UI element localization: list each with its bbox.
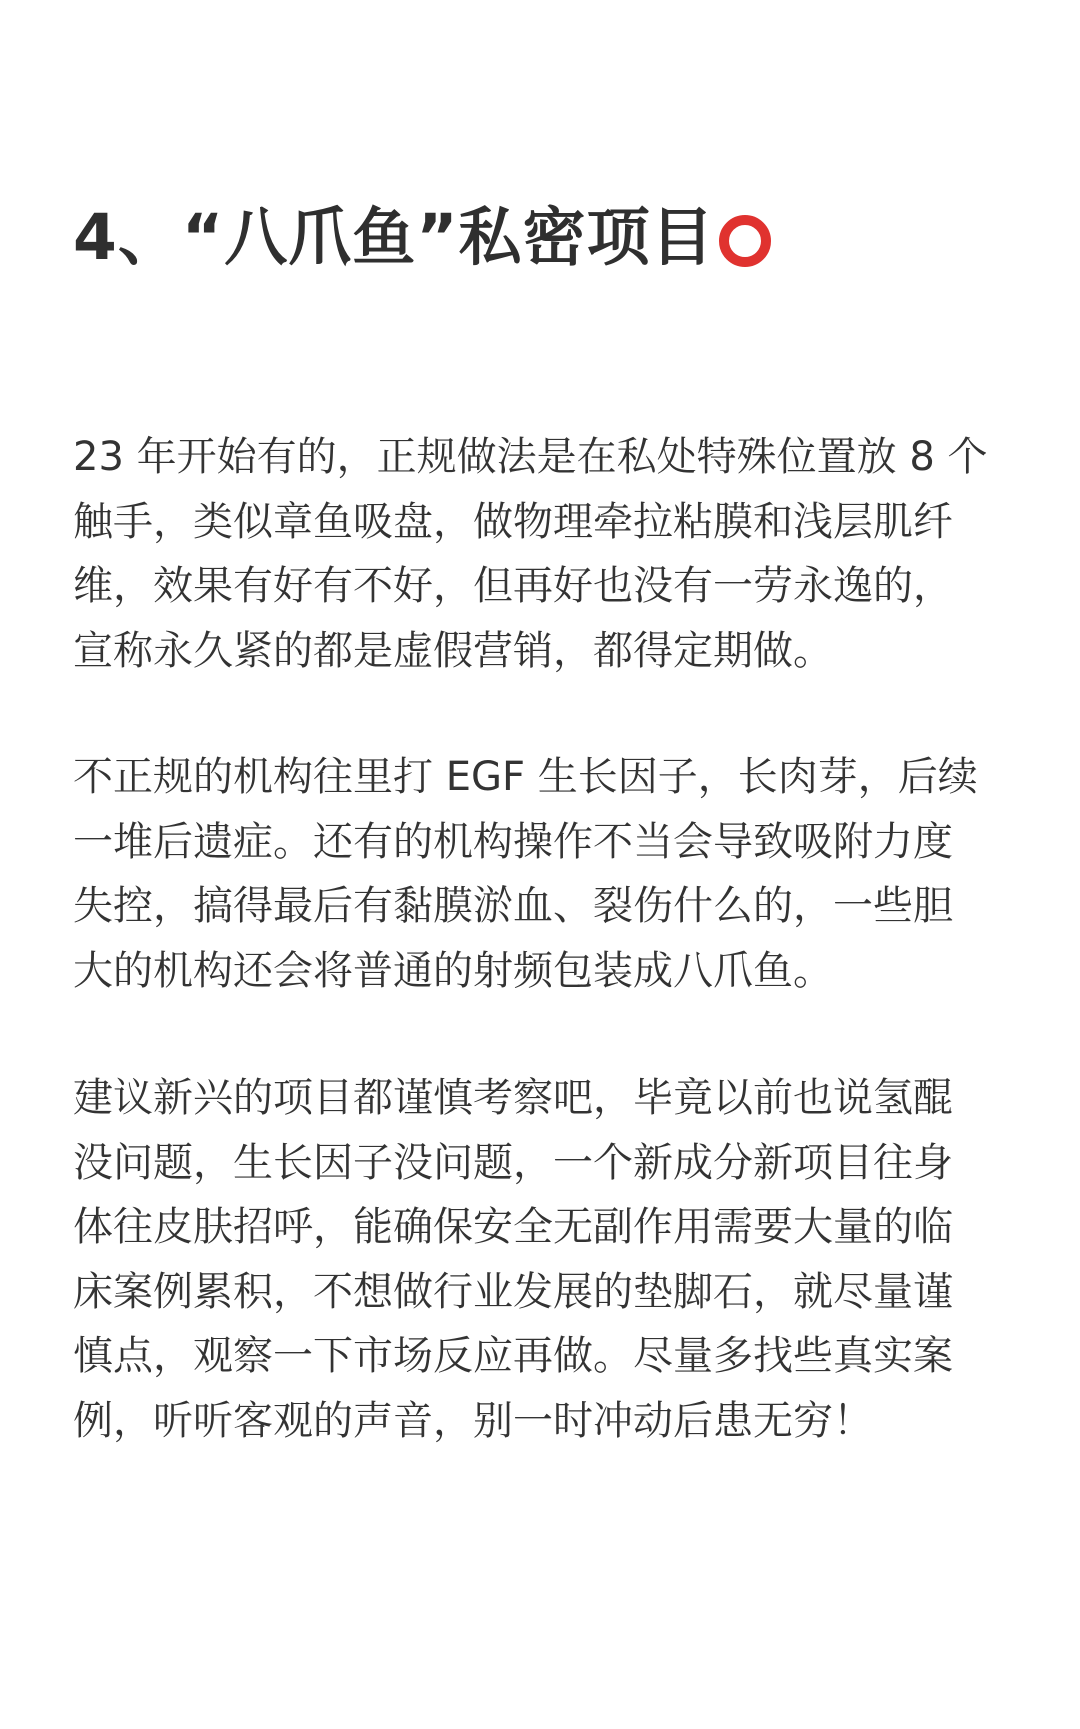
article-title-text: 4、“八爪鱼”私密项目 bbox=[73, 201, 715, 274]
paragraph-3 bbox=[73, 1066, 1018, 1453]
paragraph-line: 建议新兴的项目都谨慎考察吧，毕竟以前也说氢醌 bbox=[73, 1075, 953, 1121]
paragraph-line: 失控，搞得最后有黏膜淤血、裂伤什么的，一些胆 bbox=[73, 883, 953, 929]
paragraph-line: 触手，类似章鱼吸盘，做物理牵拉粘膜和浅层肌纤 bbox=[73, 498, 953, 545]
paragraph-line: 大的机构还会将普通的射频包装成八爪鱼。 bbox=[73, 947, 833, 994]
paragraph-line: 宣称永久紧的都是虚假营销，都得定期做。 bbox=[73, 627, 833, 674]
paragraph-line: 体往皮肤招呼，能确保安全无副作用需要大量的临 bbox=[73, 1204, 953, 1250]
paragraph-line: 床案例累积，不想做行业发展的垫脚石，就尽量谨 bbox=[73, 1268, 953, 1315]
paragraph-line: 例，听听客观的声音，别一时冲动后患无穷！ bbox=[73, 1397, 873, 1444]
paragraph-line: 不正规的机构往里打 EGF 生长因子，长肉芽，后续 bbox=[73, 754, 978, 800]
paragraph-line: 维，效果有好有不好，但再好也没有一劳永逸的， bbox=[73, 563, 953, 609]
paragraph-line: 一堆后遗症。还有的机构操作不当会导致吸附力度 bbox=[73, 818, 953, 865]
paragraph-line: 慎点，观察一下市场反应再做。尽量多找些真实案 bbox=[73, 1333, 953, 1379]
heavy-circle-icon bbox=[719, 215, 771, 267]
paragraph-line: 23 年开始有的，正规做法是在私处特殊位置放 8 个 bbox=[73, 434, 988, 480]
paragraph-2 bbox=[73, 745, 1018, 1003]
paragraph-1 bbox=[73, 425, 1018, 683]
article-title bbox=[73, 198, 1013, 278]
paragraph-line: 没问题，生长因子没问题，一个新成分新项目往身 bbox=[73, 1139, 953, 1186]
